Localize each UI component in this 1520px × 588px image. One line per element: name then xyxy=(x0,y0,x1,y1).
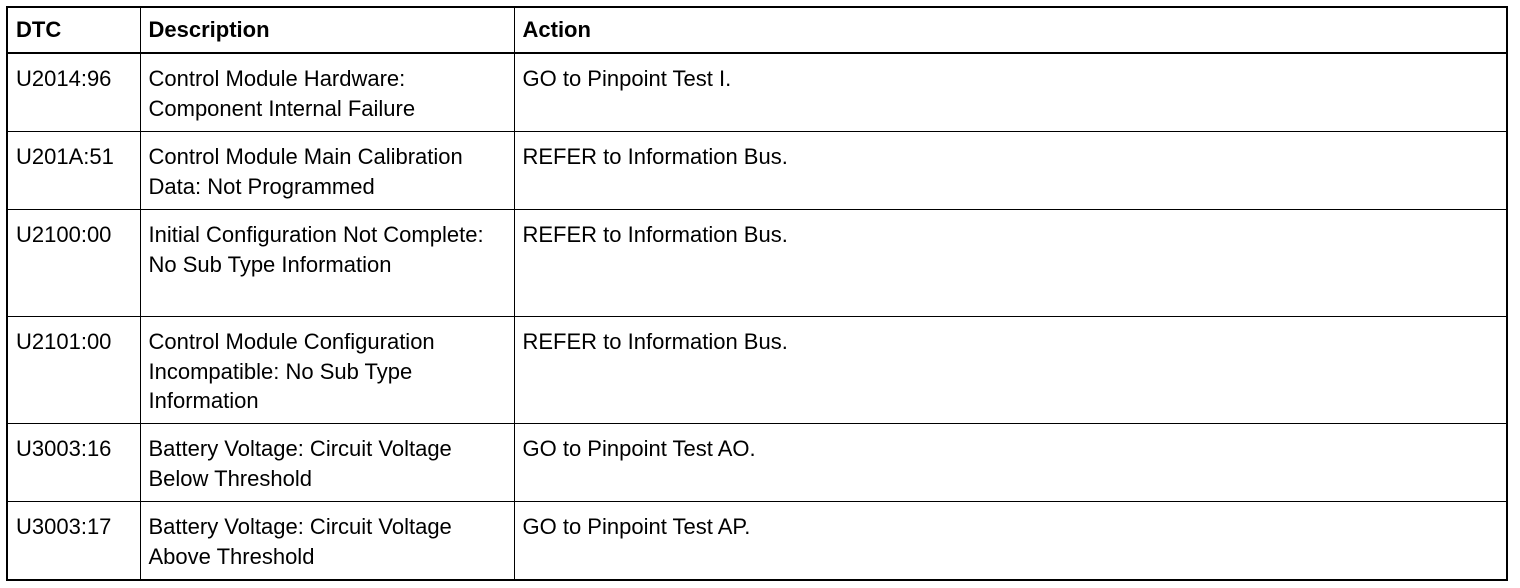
dtc-table xyxy=(6,6,1508,581)
cell-dtc: U2100:00 xyxy=(7,210,140,317)
cell-action: REFER to Information Bus. xyxy=(514,210,1507,317)
table-row xyxy=(7,53,1507,132)
cell-description: Battery Voltage: Circuit Voltage Above Threshold xyxy=(140,502,514,581)
cell-action: REFER to Information Bus. xyxy=(514,132,1507,210)
cell-action: GO to Pinpoint Test I. xyxy=(514,53,1507,132)
cell-description: Control Module Hardware: Component Internal Failure xyxy=(140,53,514,132)
cell-action: REFER to Information Bus. xyxy=(514,317,1507,424)
cell-dtc: U3003:17 xyxy=(7,502,140,581)
cell-dtc: U2014:96 xyxy=(7,53,140,132)
cell-dtc: U2101:00 xyxy=(7,317,140,424)
table-header-row xyxy=(7,7,1507,53)
cell-description: Battery Voltage: Circuit Voltage Below Threshold xyxy=(140,424,514,502)
table-row xyxy=(7,424,1507,502)
table-row xyxy=(7,210,1507,317)
cell-dtc: U201A:51 xyxy=(7,132,140,210)
cell-action: GO to Pinpoint Test AP. xyxy=(514,502,1507,581)
table-row xyxy=(7,502,1507,581)
cell-description: Initial Configuration Not Complete: No Sub Type Information xyxy=(140,210,514,317)
table-row xyxy=(7,317,1507,424)
header-description: Description xyxy=(140,7,514,53)
header-dtc: DTC xyxy=(7,7,140,53)
table-row xyxy=(7,132,1507,210)
cell-dtc: U3003:16 xyxy=(7,424,140,502)
cell-description: Control Module Configuration Incompatible: No Sub Type Information xyxy=(140,317,514,424)
cell-action: GO to Pinpoint Test AO. xyxy=(514,424,1507,502)
header-action: Action xyxy=(514,7,1507,53)
cell-description: Control Module Main Calibration Data: Not Programmed xyxy=(140,132,514,210)
